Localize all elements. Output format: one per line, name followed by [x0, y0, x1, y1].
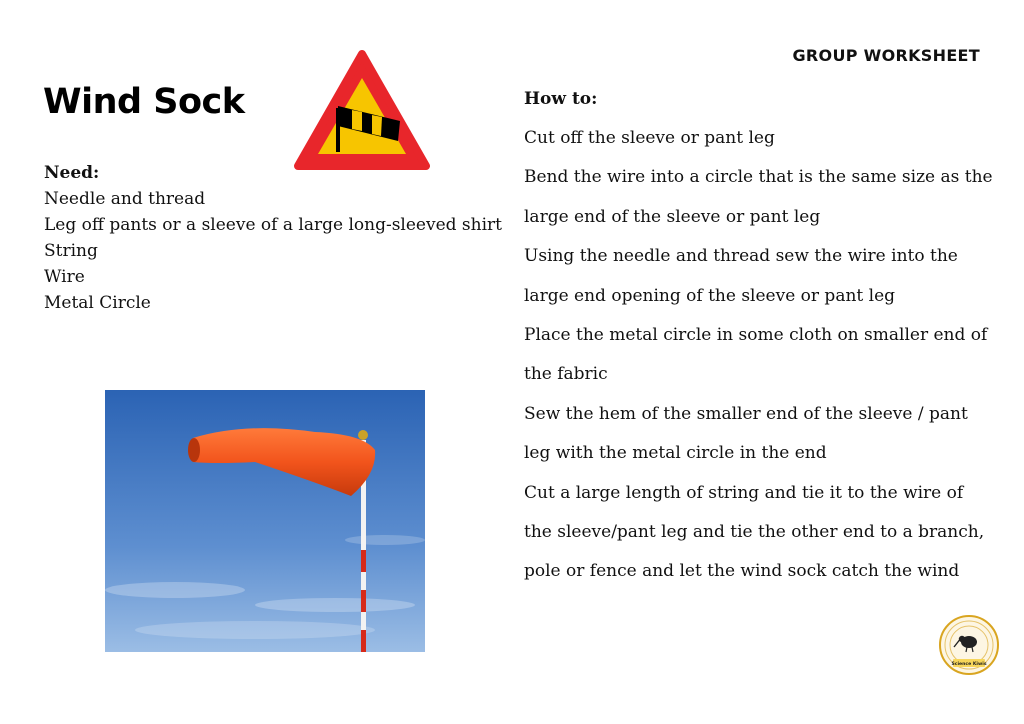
materials-item: String [44, 241, 98, 261]
instruction-step: Sew the hem of the smaller end of the sleeve / pant leg with the metal circle in the end [524, 403, 968, 464]
materials-heading: Need: [44, 163, 100, 183]
instructions-list [524, 119, 994, 592]
instruction-step: Bend the wire into a circle that is the same size as the large end of the sleeve or pant leg [524, 167, 993, 227]
materials-item: Metal Circle [44, 293, 151, 313]
instructions-section [524, 80, 994, 592]
materials-section [44, 160, 514, 316]
instruction-step: Cut a large length of string and tie it to the wire of the sleeve/pant leg and tie the other end to a branch, pole or fence and let the wind sock catch the wind [524, 482, 985, 582]
instruction-step: Using the needle and thread sew the wire into the large end opening of the sleeve or pant leg [524, 246, 958, 306]
instruction-step: Place the metal circle in some cloth on smaller end of the fabric [524, 325, 988, 385]
windsock-warning-sign-icon [292, 48, 432, 172]
instructions-heading: How to: [524, 89, 598, 109]
materials-list [44, 186, 514, 316]
materials-item: Leg off pants or a sleeve of a large long-sleeved shirt [44, 215, 502, 235]
windsock-photo [105, 390, 425, 652]
worksheet-type-label: GROUP WORKSHEET [792, 46, 980, 65]
materials-item: Needle and thread [44, 189, 206, 209]
kiwi-logo-icon [938, 614, 1000, 676]
logo-caption: Science Kiwis [951, 662, 987, 667]
materials-item: Wire [44, 267, 85, 287]
page-title: Wind Sock [43, 82, 245, 122]
instruction-step: Cut off the sleeve or pant leg [524, 128, 775, 148]
